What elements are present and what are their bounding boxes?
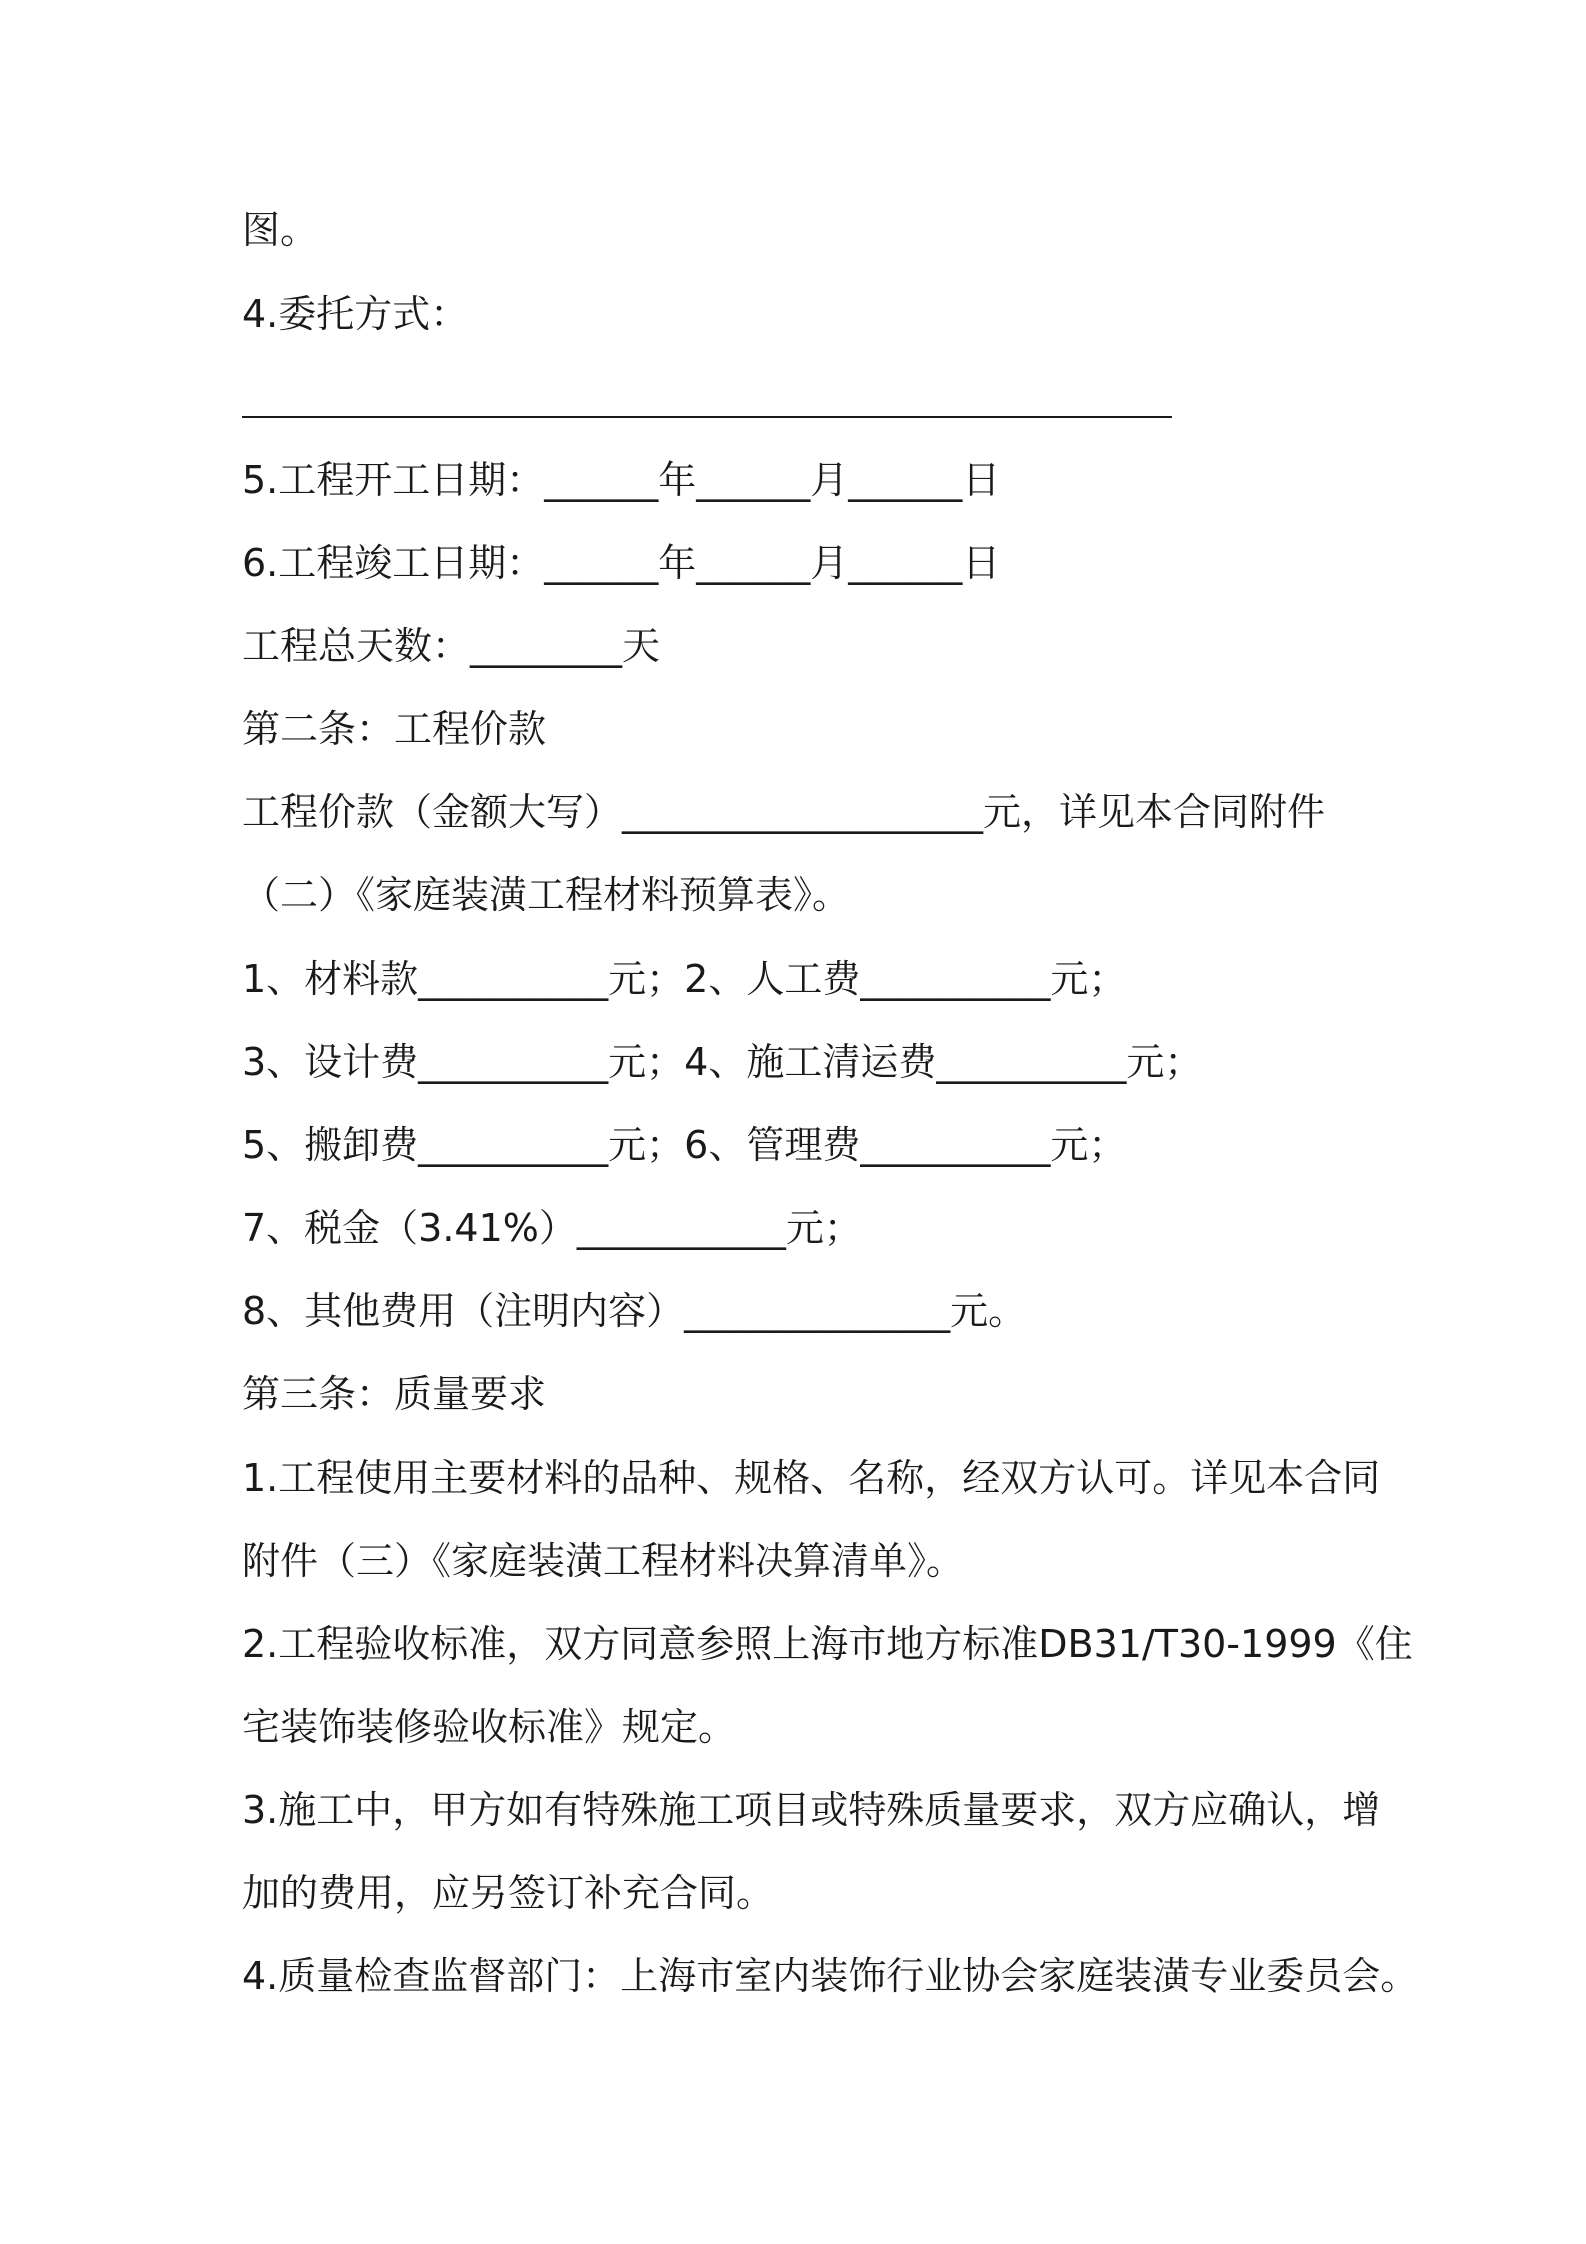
fill-in-blank-line bbox=[242, 416, 1172, 418]
text-line: （二）《家庭装潢工程材料预算表》。 bbox=[242, 873, 851, 917]
text-line: 宅装饰装修验收标准》规定。 bbox=[242, 1705, 737, 1749]
text-line: 4.委托方式： bbox=[242, 292, 469, 336]
text-line: 1、材料款__________元；2、人工费__________元； bbox=[242, 957, 1127, 1001]
text-line: 图。 bbox=[242, 208, 319, 252]
text-line: 4.质量检查监督部门：上海市室内装饰行业协会家庭装潢专业委员会。 bbox=[242, 1954, 1419, 1998]
text-line: 6.工程竣工日期：______年______月______日 bbox=[242, 541, 1001, 585]
section-heading: 第三条：质量要求 bbox=[242, 1372, 547, 1416]
text-line: 工程价款（金额大写）___________________元，详见本合同附件 bbox=[242, 790, 1326, 834]
text-line: 5.工程开工日期：______年______月______日 bbox=[242, 458, 1001, 502]
text-line: 5、搬卸费__________元；6、管理费__________元； bbox=[242, 1123, 1127, 1167]
text-line: 7、税金（3.41%）___________元； bbox=[242, 1206, 862, 1250]
text-line: 1.工程使用主要材料的品种、规格、名称，经双方认可。详见本合同 bbox=[242, 1456, 1381, 1500]
text-line: 3.施工中，甲方如有特殊施工项目或特殊质量要求，双方应确认，增 bbox=[242, 1788, 1381, 1832]
text-line: 8、其他费用（注明内容）______________元。 bbox=[242, 1289, 1027, 1333]
text-line: 加的费用，应另签订补充合同。 bbox=[242, 1871, 775, 1915]
text-line: 工程总天数：________天 bbox=[242, 624, 661, 668]
section-heading: 第二条：工程价款 bbox=[242, 707, 547, 751]
text-line: 2.工程验收标准，双方同意参照上海市地方标准DB31/T30-1999《住 bbox=[242, 1622, 1413, 1666]
text-line: 附件（三）《家庭装潢工程材料决算清单》。 bbox=[242, 1539, 965, 1583]
text-line: 3、设计费__________元；4、施工清运费__________元； bbox=[242, 1040, 1203, 1084]
